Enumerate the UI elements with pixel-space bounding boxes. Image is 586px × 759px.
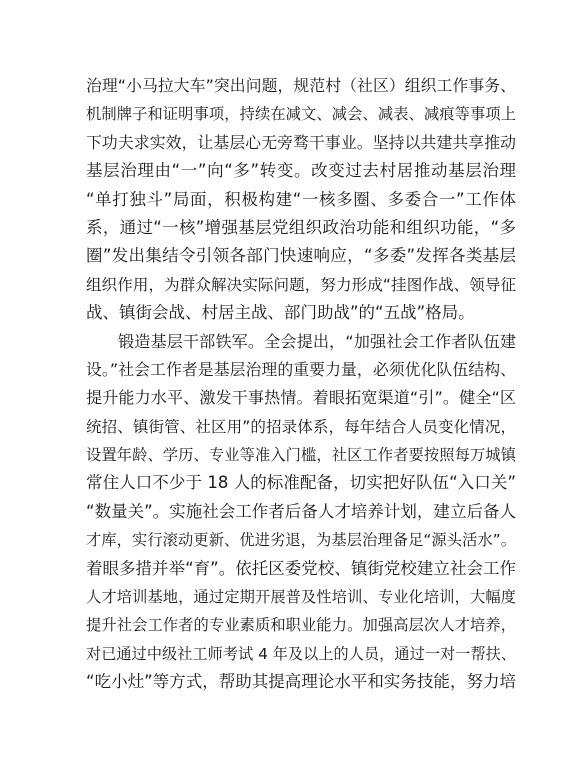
text-line: 设置年龄、学历、专业等准入门槛，社区工作者要按照每万城镇 — [86, 446, 516, 465]
paragraph-end-line: 战、镇街会战、村居主战、部门助战”的“五战”格局。 — [86, 303, 475, 323]
text-line: 下功夫求实效，让基层心无旁骛干事业。坚持以共建共享推动 — [86, 132, 516, 152]
text-line: 提升社会工作者的专业素质和职业能力。加强高层次人才培养， — [86, 616, 516, 635]
text-line: 治理“小马拉大车”突出问题，规范村（社区）组织工作事务、 — [86, 76, 516, 95]
text-line: 才库，实行滚动更新、优进劣退，为基层治理备足“源头活水”。 — [86, 531, 516, 550]
text-line: “数量关”。实施社会工作者后备人才培养计划，建立后备人 — [86, 501, 516, 521]
text-line: “单打独斗”局面，积极构建“一核多圈、多委合一”工作体 — [86, 189, 516, 209]
body-text — [86, 72, 516, 697]
text-line: 提升能力水平、激发干事热情。着眼拓宽渠道“引”。健全“区 — [86, 388, 516, 408]
text-line: “吃小灶”等方式，帮助其提高理论水平和实务技能，努力培 — [86, 672, 516, 692]
text-line: 对已通过中级社工师考试 4 年及以上的人员，通过一对一帮扶、 — [86, 644, 516, 663]
text-line: 统招、镇街管、社区用”的招录体系，每年结合人员变化情况， — [86, 417, 516, 436]
text-line: 人才培训基地，通过定期开展普及性培训、专业化培训，大幅度 — [86, 588, 516, 607]
text-line: 机制牌子和证明事项，持续在减文、减会、减表、减痕等事项上 — [86, 105, 516, 124]
text-line: 常住人口不少于 18 人的标准配备，切实把好队伍“入口关” — [86, 473, 516, 493]
text-line: 基层治理由“一”向“多”转变。改变过去村居推动基层治理 — [86, 161, 516, 181]
text-line: 系，通过“一核”增强基层党组织政治功能和组织功能，“多 — [86, 217, 516, 237]
text-line: 组织作用，为群众解决实际问题，努力形成“挂图作战、领导征 — [86, 275, 516, 294]
text-line: 圈”发出集结令引领各部门快速响应，“多委”发挥各类基层 — [86, 246, 516, 266]
text-line: 着眼多措并举“育”。依托区委党校、镇街党校建立社会工作 — [86, 558, 516, 578]
text-line: 设。”社会工作者是基层治理的重要力量，必须优化队伍结构、 — [86, 359, 516, 379]
paragraph-heading-line: 锻造基层干部铁军。全会提出，“加强社会工作者队伍建 — [118, 331, 516, 351]
